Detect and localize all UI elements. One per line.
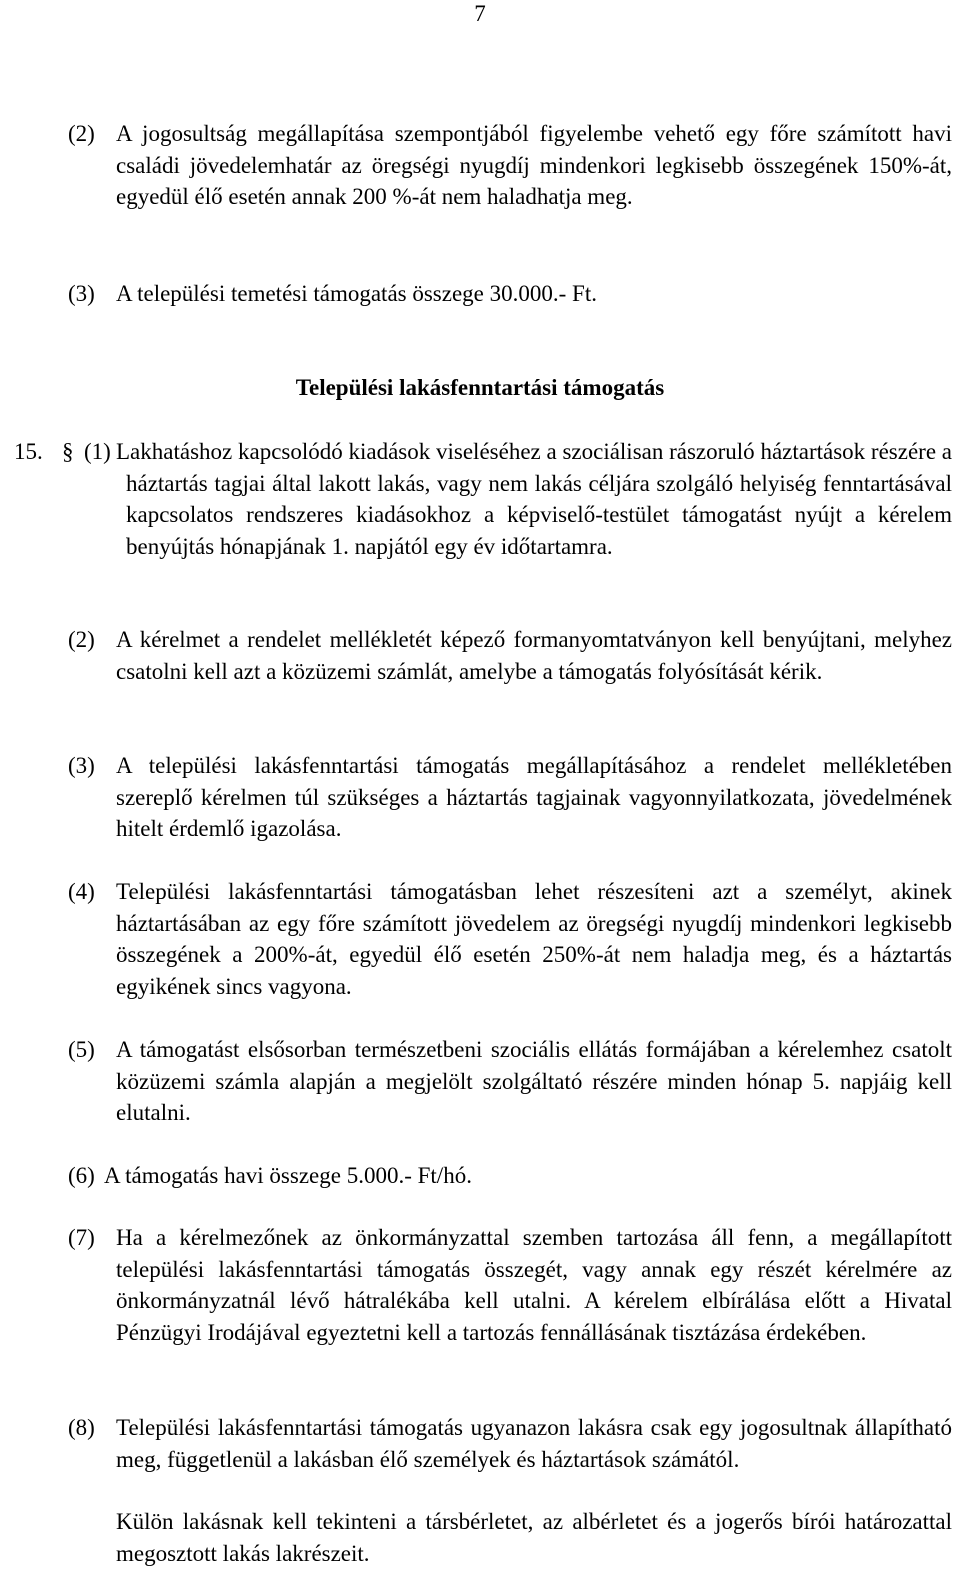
- paragraph-continuation: Külön lakásnak kell tekinteni a társbérletet, az albérletet és a jogerős bírói határozattal megosztott lakás lakrészeit.: [116, 1509, 952, 1566]
- paragraph-number: (5): [68, 1037, 95, 1062]
- paragraph-text: Ha a kérelmezőnek az önkormányzattal szemben tartozása áll fenn, a megállapított települési lakásfenntartási támogatás összegét, vagy annak egy részét kérelmére az önkormányzatnál lévő hátralékába kell utalni. A kérelem elbírálása előtt a Hivatal Pénzügyi Irodájával egyeztetni kell a tartozás fennállásának tisztázása érdekében.: [116, 1225, 952, 1345]
- paragraph-text: A jogosultság megállapítása szempontjából figyelembe vehető egy főre számított havi családi jövedelemhatár az öregségi nyugdíj mindenkori legkisebb összegének 150%-át, egyedül élő esetén annak 200 %-át nem haladhatja meg.: [116, 121, 952, 209]
- paragraph-number: (1): [84, 439, 111, 464]
- paragraph-text: A támogatás havi összege 5.000.- Ft/hó.: [104, 1163, 472, 1188]
- paragraph-text: A települési lakásfenntartási támogatás megállapításához a rendelet mellékletében szereplő kérelmen túl szükséges a háztartás tagjainak vagyonnyilatkozata, jövedelmének hitelt érdemlő igazolása.: [116, 753, 952, 841]
- section-heading: Települési lakásfenntartási támogatás: [295, 375, 665, 400]
- paragraph-text: Települési lakásfenntartási támogatásban lehet részesíteni azt a személyt, akinek háztartásában az egy főre számított jövedelem az öregségi nyugdíj mindenkori legkisebb összegének a 200%-át, egyedül élő esetén 250%-át nem haladja meg, és a háztartás egyikének sincs vagyona.: [116, 879, 952, 999]
- paragraph-text: A települési temetési támogatás összege 30.000.- Ft.: [116, 281, 597, 306]
- section-sign: §: [62, 439, 74, 464]
- paragraph-number: (3): [68, 753, 95, 778]
- paragraph-number: (2): [68, 121, 95, 146]
- paragraph-number: (3): [68, 281, 95, 306]
- paragraph-text: Települési lakásfenntartási támogatás ugyanazon lakásra csak egy jogosultnak állapítható meg, függetlenül a lakásban élő személyek és háztartások számától.: [116, 1415, 952, 1472]
- paragraph-number: (2): [68, 627, 95, 652]
- paragraph-number: (6): [68, 1163, 95, 1188]
- page-number: 7: [474, 1, 486, 26]
- paragraph-number: (4): [68, 879, 95, 904]
- paragraph-text: Lakhatáshoz kapcsolódó kiadások viseléséhez a szociálisan rászoruló háztartások részére a háztartás tagjai által lakott lakás, vagy nem lakás céljára szolgáló helyiség fenntartásával kapcsolatos rendszeres kiadásokhoz a képviselő-testület támogatást nyújt a kérelem benyújtás hónapjának 1. napjától egy év időtartamra.: [116, 439, 952, 559]
- paragraph-text: A támogatást elsősorban természetbeni szociális ellátás formájában a kérelemhez csatolt közüzemi számla alapján a megjelölt szolgáltató részére minden hónap 5. napjáig kell elutalni.: [116, 1037, 952, 1125]
- paragraph-number: (8): [68, 1415, 95, 1440]
- paragraph-text: A kérelmet a rendelet mellékletét képező formanyomtatványon kell benyújtani, melyhez csatolni kell azt a közüzemi számlát, amelybe a támogatás folyósítását kérik.: [116, 627, 952, 684]
- paragraph-number: (7): [68, 1225, 95, 1250]
- section-number: 15.: [14, 439, 43, 464]
